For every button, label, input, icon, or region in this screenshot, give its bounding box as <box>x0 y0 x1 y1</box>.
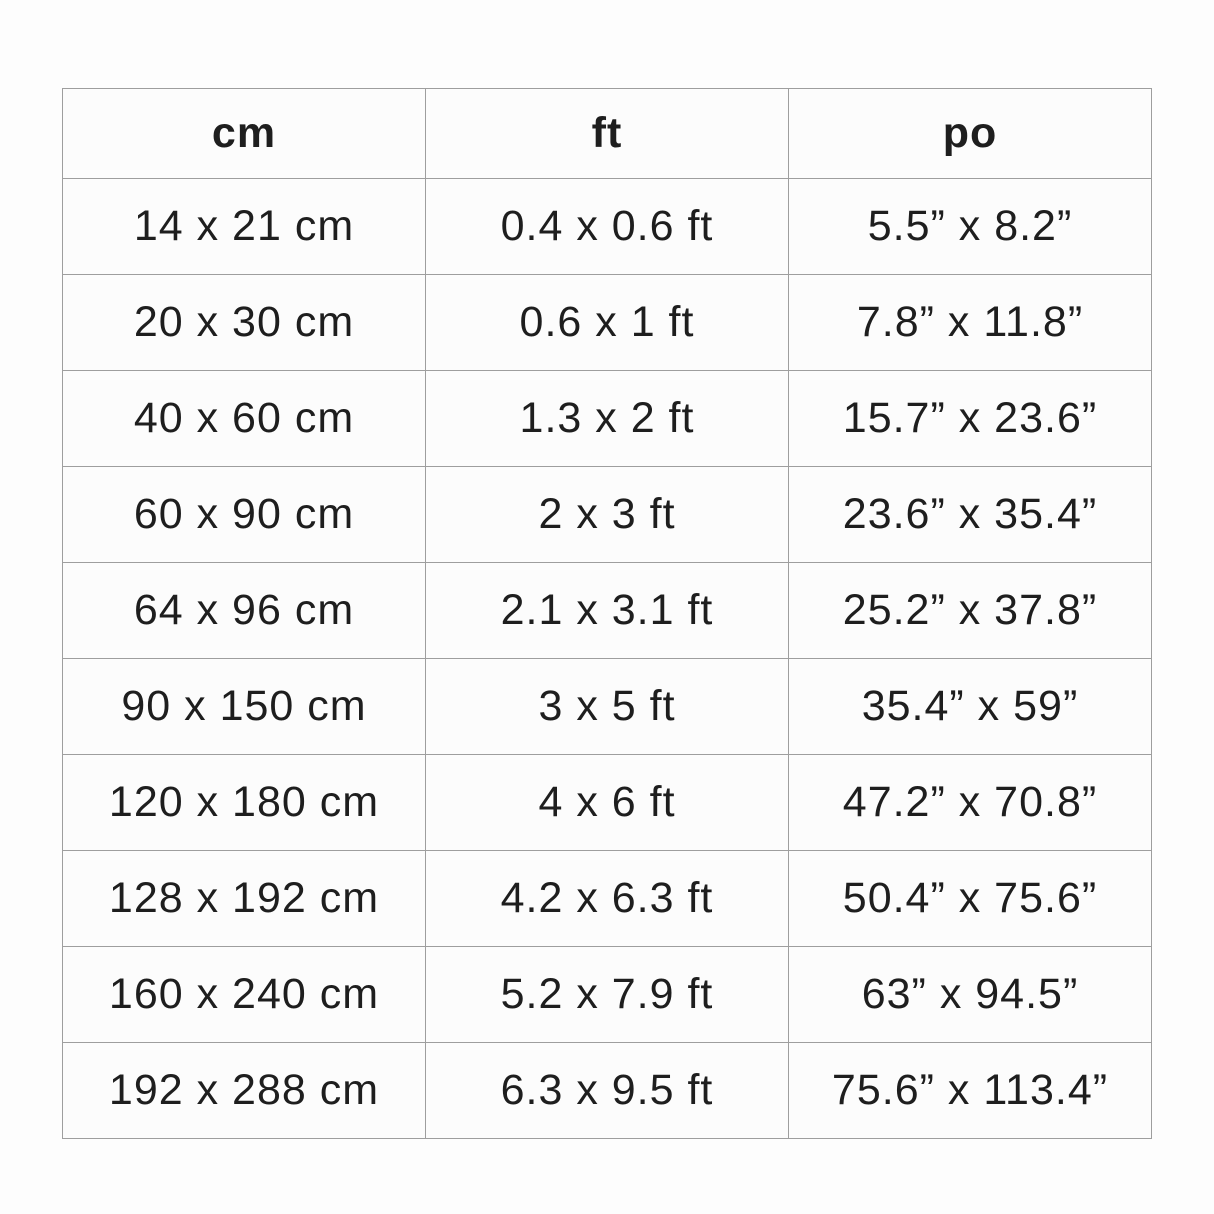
cell-ft: 4 x 6 ft <box>426 755 789 851</box>
cell-po: 47.2” x 70.8” <box>789 755 1152 851</box>
table-header-row <box>63 89 1152 179</box>
table-row <box>63 851 1152 947</box>
cell-ft: 1.3 x 2 ft <box>426 371 789 467</box>
cell-po: 75.6” x 113.4” <box>789 1043 1152 1139</box>
table-row <box>63 659 1152 755</box>
cell-po: 15.7” x 23.6” <box>789 371 1152 467</box>
cell-ft: 5.2 x 7.9 ft <box>426 947 789 1043</box>
table-row <box>63 1043 1152 1139</box>
cell-ft: 3 x 5 ft <box>426 659 789 755</box>
size-conversion-table-container <box>62 88 1152 1139</box>
cell-ft: 0.4 x 0.6 ft <box>426 179 789 275</box>
cell-po: 35.4” x 59” <box>789 659 1152 755</box>
table-row <box>63 179 1152 275</box>
cell-po: 50.4” x 75.6” <box>789 851 1152 947</box>
cell-po: 7.8” x 11.8” <box>789 275 1152 371</box>
cell-po: 63” x 94.5” <box>789 947 1152 1043</box>
cell-cm: 20 x 30 cm <box>63 275 426 371</box>
column-header-cm: cm <box>63 89 426 179</box>
cell-cm: 14 x 21 cm <box>63 179 426 275</box>
table-row <box>63 275 1152 371</box>
cell-cm: 128 x 192 cm <box>63 851 426 947</box>
cell-ft: 4.2 x 6.3 ft <box>426 851 789 947</box>
cell-cm: 90 x 150 cm <box>63 659 426 755</box>
table-row <box>63 371 1152 467</box>
cell-cm: 40 x 60 cm <box>63 371 426 467</box>
table-row <box>63 563 1152 659</box>
cell-cm: 60 x 90 cm <box>63 467 426 563</box>
table-body <box>63 179 1152 1139</box>
table-row <box>63 467 1152 563</box>
cell-po: 25.2” x 37.8” <box>789 563 1152 659</box>
cell-cm: 120 x 180 cm <box>63 755 426 851</box>
table-row <box>63 755 1152 851</box>
size-conversion-table <box>62 88 1152 1139</box>
table-row <box>63 947 1152 1043</box>
cell-cm: 192 x 288 cm <box>63 1043 426 1139</box>
cell-cm: 64 x 96 cm <box>63 563 426 659</box>
column-header-po: po <box>789 89 1152 179</box>
cell-po: 23.6” x 35.4” <box>789 467 1152 563</box>
cell-ft: 2.1 x 3.1 ft <box>426 563 789 659</box>
cell-ft: 6.3 x 9.5 ft <box>426 1043 789 1139</box>
column-header-ft: ft <box>426 89 789 179</box>
cell-cm: 160 x 240 cm <box>63 947 426 1043</box>
cell-po: 5.5” x 8.2” <box>789 179 1152 275</box>
cell-ft: 0.6 x 1 ft <box>426 275 789 371</box>
cell-ft: 2 x 3 ft <box>426 467 789 563</box>
